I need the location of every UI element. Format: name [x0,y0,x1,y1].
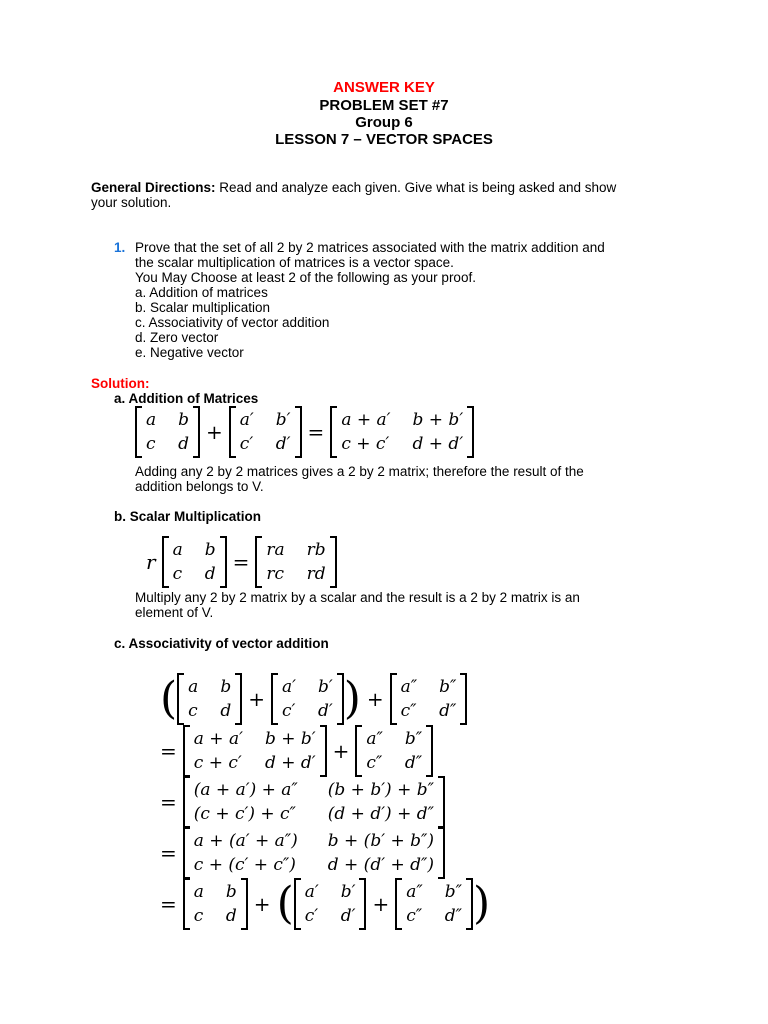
section-b-title: b. Scalar Multiplication [114,509,262,524]
problem-line-3: You May Choose at least 2 of the following as your proof. [135,270,476,285]
directions-text-2: your solution. [91,195,172,210]
section-a-title: a. Addition of Matrices [114,391,259,406]
matrix-abcd-b: a b c d [162,538,227,586]
problem-line-1: Prove that the set of all 2 by 2 matrices associated with the matrix addition and [135,240,605,255]
assoc-line-4: = a + (a′ + a″) b + (b′ + b″) c + (c′ + c″) d + (d′ + d″) [160,829,445,877]
option-b: b. Scalar multiplication [135,300,271,315]
option-e: e. Negative vector [135,345,244,360]
option-c: c. Associativity of vector addition [135,315,330,330]
matrix-abcd: a b c d [135,408,200,456]
problem-set-title: PROBLEM SET #7 [319,97,449,114]
group-title: Group 6 [355,114,413,131]
problem-line-2: the scalar multiplication of matrices is a vector space. [135,255,454,270]
problem-number: 1. [114,240,126,255]
section-c-title: c. Associativity of vector addition [114,636,329,651]
equation-addition: a b c d + a′ b′ c′ d′ = a + a′ b + b′ c + c′ d + d′ [135,408,474,456]
assoc-line-2: = a + a′ b + b′ c + c′ d + d′ + a″ b″ c″ d″ [160,727,433,775]
section-a-text-1: Adding any 2 by 2 matrices gives a 2 by 2 matrix; therefore the result of the [135,464,584,479]
section-a-text-2: addition belongs to V. [135,479,264,494]
directions-label: General Directions: [91,180,216,195]
lesson-title: LESSON 7 – VECTOR SPACES [275,131,493,148]
solution-label: Solution: [91,376,150,391]
assoc-line-5: = a b c d + ( a′ b′ c′ d′ + a″ b″ c″ d″ ) [160,878,491,929]
assoc-line-1: ( a b c d + a′ b′ c′ d′ ) + a″ b″ c″ d″ [160,675,467,723]
answer-key-title: ANSWER KEY [333,79,435,96]
matrix-sum: a + a′ b + b′ c + c′ d + d′ [330,408,474,456]
option-d: d. Zero vector [135,330,219,345]
matrix-scaled: ra rb rc rd [255,538,336,586]
equation-scalar: r a b c d = ra rb rc rd [146,538,337,586]
section-b-text-2: element of V. [135,605,214,620]
matrix-prime: a′ b′ c′ d′ [229,408,302,456]
directions-line-1 [91,180,616,195]
directions-text-1: Read and analyze each given. Give what is being asked and show [215,180,617,195]
section-b-text-1: Multiply any 2 by 2 matrix by a scalar and the result is a 2 by 2 matrix is an [135,590,580,605]
assoc-line-3: = (a + a′) + a″ (b + b′) + b″ (c + c′) + c″ (d + d′) + d″ [160,778,445,826]
option-a: a. Addition of matrices [135,285,268,300]
